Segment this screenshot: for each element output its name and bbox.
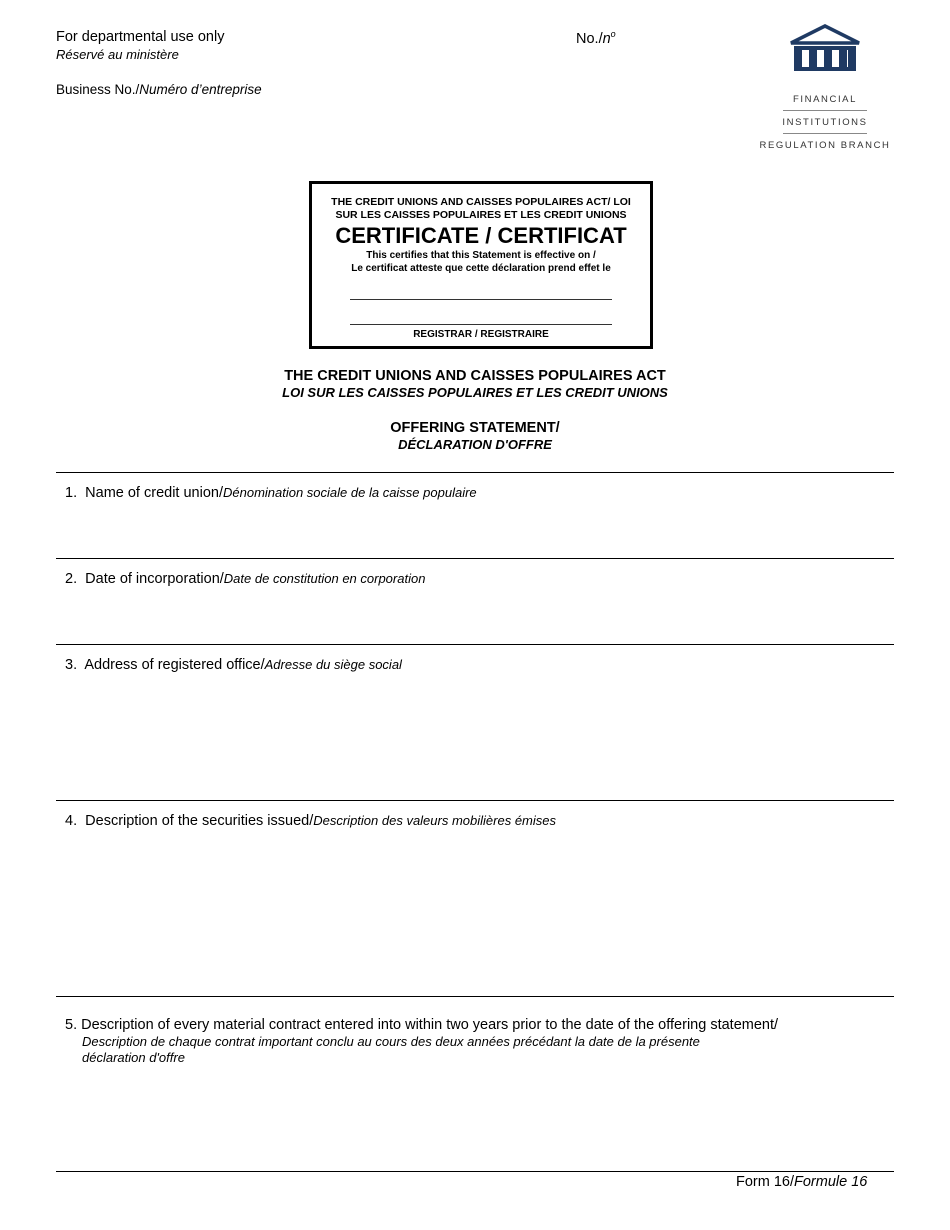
question-number: 3. (65, 657, 78, 673)
form-number-fr: Formule 16 (794, 1174, 868, 1190)
question-5-fr-line1: Description de chaque contrat important conclu au cours des deux années précédant la date de la présente (82, 1034, 700, 1049)
cert-registrar: REGISTRAR / REGISTRAIRE (413, 329, 549, 340)
incorporation-date-field[interactable] (86, 591, 886, 639)
question-2-en: Date of incorporation/ (85, 571, 224, 587)
question-2-fr: Date de constitution en corporation (223, 571, 426, 586)
logo-line-institutions: INSTITUTIONS (782, 117, 868, 128)
question-number: 2. (65, 571, 78, 587)
file-number-label (576, 29, 616, 47)
form-title-fr: DÉCLARATION D'OFFRE (398, 437, 552, 452)
question-3-en: Address of registered office/ (84, 657, 265, 673)
section-divider (56, 800, 894, 801)
file-number-en: No./ (576, 30, 603, 47)
building-icon (789, 24, 861, 74)
section-divider (56, 558, 894, 559)
section-divider (56, 1171, 894, 1172)
business-number-en: Business No./ (56, 82, 140, 97)
cert-act-line2: SUR LES CAISSES POPULAIRES ET LES CREDIT UNIONS (335, 209, 627, 221)
act-title-fr: LOI SUR LES CAISSES POPULAIRES ET LES CREDIT UNIONS (282, 385, 668, 400)
question-number: 5. (65, 1017, 78, 1033)
question-1 (65, 484, 477, 502)
logo-line-financial: FINANCIAL (792, 94, 858, 105)
question-1-fr: Dénomination sociale de la caisse populaire (222, 485, 477, 500)
cert-effective-en: This certifies that this Statement is effective on / (366, 250, 596, 261)
question-3-fr: Adresse du siège social (264, 657, 402, 672)
section-divider (56, 644, 894, 645)
logo-line-regulation: REGULATION BRANCH (759, 140, 891, 151)
business-number-label (56, 81, 262, 98)
registered-office-address-field[interactable] (86, 677, 886, 795)
form-title-en: OFFERING STATEMENT/ (390, 420, 560, 436)
certificate-box (309, 181, 653, 349)
logo-divider (783, 133, 867, 134)
question-2 (65, 570, 425, 588)
question-5-fr-line2: déclaration d'offre (82, 1050, 185, 1065)
question-1-en: Name of credit union/ (85, 485, 223, 501)
form-number-en: Form 16/ (736, 1174, 795, 1190)
cert-heading: CERTIFICATE / CERTIFICAT (335, 223, 627, 248)
credit-union-name-field[interactable] (86, 505, 886, 553)
securities-description-field[interactable] (86, 833, 886, 991)
cert-effective-fr: Le certificat atteste que cette déclaration prend effet le (351, 263, 611, 274)
question-4-en: Description of the securities issued/ (85, 813, 314, 829)
business-number-fr: Numéro d’entreprise (139, 82, 262, 97)
question-number: 1. (65, 485, 78, 501)
act-title-en: THE CREDIT UNIONS AND CAISSES POPULAIRES ACT (284, 368, 666, 384)
question-5 (65, 1017, 778, 1034)
section-divider (56, 472, 894, 473)
section-divider (56, 996, 894, 997)
departmental-use-en: For departmental use only (56, 29, 225, 45)
question-4 (65, 812, 556, 830)
cert-signature-line[interactable] (350, 324, 612, 325)
form-number (736, 1174, 867, 1190)
logo-divider (783, 110, 867, 111)
question-5-en: Description of every material contract entered into within two years prior to the date of the offering statement/ (81, 1017, 779, 1033)
cert-act-line1: THE CREDIT UNIONS AND CAISSES POPULAIRES ACT/ LOI (331, 196, 631, 208)
financial-institutions-logo (757, 24, 893, 150)
material-contracts-field[interactable] (86, 1070, 886, 1166)
departmental-use-fr: Réservé au ministère (56, 47, 179, 62)
question-3 (65, 656, 402, 674)
cert-date-line[interactable] (350, 299, 612, 300)
question-number: 4. (65, 813, 78, 829)
file-number-fr-sup: o (610, 29, 616, 39)
file-number-fr: n (602, 30, 611, 47)
departmental-use-label (56, 29, 224, 63)
question-4-fr: Description des valeurs mobilières émises (313, 813, 556, 828)
